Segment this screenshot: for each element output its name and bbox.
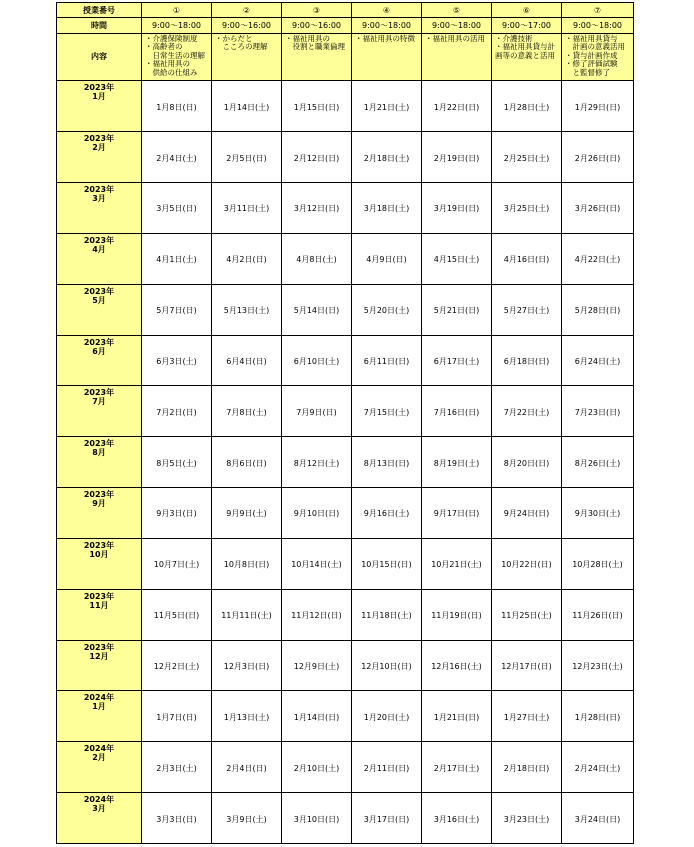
date-cell: 3月17日(日) (352, 793, 422, 844)
table-row (57, 437, 634, 488)
date-cell: 5月13日(土) (212, 284, 282, 335)
year-text: 2023年 (83, 83, 115, 93)
date-cell: 2月19日(日) (422, 132, 492, 183)
date-cell: 5月14日(日) (282, 284, 352, 335)
date-cell: 2月12日(日) (282, 132, 352, 183)
date-cell: 8月6日(日) (212, 437, 282, 488)
month-text: 2月 (92, 143, 106, 153)
table-row (57, 691, 634, 742)
date-cell: 9月30日(土) (562, 488, 634, 539)
date-cell: 2月4日(土) (142, 132, 212, 183)
month-label (57, 81, 142, 132)
month-label (57, 640, 142, 691)
date-cell: 1月14日(土) (212, 81, 282, 132)
date-cell: 12月23日(土) (562, 640, 634, 691)
class-content: ・介護技術 ・福祉用具貸与計 画等の意義と活用 (492, 33, 562, 81)
class-number: ⑤ (422, 3, 492, 18)
date-cell: 10月14日(土) (282, 538, 352, 589)
month-label (57, 386, 142, 437)
date-cell: 3月25日(土) (492, 182, 562, 233)
date-cell: 8月13日(日) (352, 437, 422, 488)
table-row (57, 81, 634, 132)
class-number: ⑥ (492, 3, 562, 18)
date-cell: 3月26日(日) (562, 182, 634, 233)
date-cell: 6月11日(日) (352, 335, 422, 386)
date-cell: 2月5日(日) (212, 132, 282, 183)
date-cell: 12月2日(土) (142, 640, 212, 691)
date-cell: 1月21日(日) (422, 691, 492, 742)
date-cell: 7月16日(日) (422, 386, 492, 437)
date-cell: 11月18日(土) (352, 589, 422, 640)
date-cell: 4月15日(土) (422, 233, 492, 284)
year-text: 2024年 (83, 744, 115, 754)
date-cell: 2月3日(土) (142, 742, 212, 793)
year-text: 2023年 (83, 184, 115, 194)
year-text: 2023年 (83, 540, 115, 550)
date-cell: 7月15日(土) (352, 386, 422, 437)
date-cell: 7月23日(日) (562, 386, 634, 437)
date-cell: 5月28日(日) (562, 284, 634, 335)
month-text: 11月 (89, 600, 109, 610)
month-text: 6月 (92, 346, 106, 356)
date-cell: 1月28日(土) (492, 81, 562, 132)
date-cell: 8月26日(土) (562, 437, 634, 488)
content-label: 内容 (57, 33, 142, 81)
table-row (57, 589, 634, 640)
date-cell: 7月8日(土) (212, 386, 282, 437)
month-label (57, 488, 142, 539)
class-time: 9:00～18:00 (422, 18, 492, 33)
date-cell: 1月20日(土) (352, 691, 422, 742)
year-text: 2023年 (83, 286, 115, 296)
class-content: ・介護保険制度 ・高齢者の 日常生活の理解 ・福祉用具の 供給の仕組み (142, 33, 212, 81)
date-cell: 6月24日(土) (562, 335, 634, 386)
year-text: 2023年 (83, 642, 115, 652)
date-cell: 11月12日(日) (282, 589, 352, 640)
year-text: 2023年 (83, 490, 115, 500)
date-cell: 7月22日(土) (492, 386, 562, 437)
class-content: ・福祉用具の 役割と職業倫理 (282, 33, 352, 81)
date-cell: 9月16日(土) (352, 488, 422, 539)
month-label (57, 437, 142, 488)
date-cell: 4月8日(土) (282, 233, 352, 284)
month-label (57, 233, 142, 284)
month-text: 5月 (92, 295, 106, 305)
date-cell: 10月22日(日) (492, 538, 562, 589)
date-cell: 6月17日(土) (422, 335, 492, 386)
date-cell: 2月26日(日) (562, 132, 634, 183)
month-text: 1月 (92, 92, 106, 102)
date-cell: 11月25日(土) (492, 589, 562, 640)
date-cell: 1月28日(日) (562, 691, 634, 742)
month-text: 3月 (92, 193, 106, 203)
class-number-row (57, 3, 634, 18)
date-cell: 9月3日(日) (142, 488, 212, 539)
class-time: 9:00～16:00 (282, 18, 352, 33)
year-text: 2023年 (83, 235, 115, 245)
table-row (57, 132, 634, 183)
date-cell: 2月18日(日) (492, 742, 562, 793)
date-cell: 12月17日(日) (492, 640, 562, 691)
date-cell: 11月26日(日) (562, 589, 634, 640)
date-cell: 1月8日(日) (142, 81, 212, 132)
date-cell: 4月9日(日) (352, 233, 422, 284)
date-cell: 1月27日(土) (492, 691, 562, 742)
date-cell: 6月10日(土) (282, 335, 352, 386)
date-cell: 2月24日(土) (562, 742, 634, 793)
date-cell: 3月11日(土) (212, 182, 282, 233)
date-cell: 6月3日(土) (142, 335, 212, 386)
month-text: 8月 (92, 448, 106, 458)
date-cell: 7月2日(日) (142, 386, 212, 437)
class-number: ① (142, 3, 212, 18)
table-row (57, 742, 634, 793)
content-row (57, 33, 634, 81)
date-cell: 4月1日(土) (142, 233, 212, 284)
date-cell: 12月9日(土) (282, 640, 352, 691)
month-label (57, 335, 142, 386)
date-cell: 8月12日(土) (282, 437, 352, 488)
year-text: 2023年 (83, 134, 115, 144)
date-cell: 5月21日(日) (422, 284, 492, 335)
time-row (57, 18, 634, 33)
month-label (57, 742, 142, 793)
year-text: 2023年 (83, 388, 115, 398)
month-text: 4月 (92, 244, 106, 254)
table-row (57, 182, 634, 233)
month-text: 3月 (92, 804, 106, 814)
date-cell: 11月19日(日) (422, 589, 492, 640)
class-number: ⑦ (562, 3, 634, 18)
year-text: 2024年 (83, 795, 115, 805)
date-cell: 1月13日(土) (212, 691, 282, 742)
date-cell: 3月9日(土) (212, 793, 282, 844)
class-time: 9:00～18:00 (142, 18, 212, 33)
date-cell: 8月19日(土) (422, 437, 492, 488)
class-time: 9:00～18:00 (352, 18, 422, 33)
date-cell: 11月5日(日) (142, 589, 212, 640)
date-cell: 1月7日(日) (142, 691, 212, 742)
date-cell: 3月19日(日) (422, 182, 492, 233)
date-cell: 9月24日(日) (492, 488, 562, 539)
month-label (57, 691, 142, 742)
date-cell: 3月5日(日) (142, 182, 212, 233)
date-cell: 10月15日(日) (352, 538, 422, 589)
month-text: 2月 (92, 753, 106, 763)
date-cell: 9月9日(土) (212, 488, 282, 539)
class-number-label: 授業番号 (57, 3, 142, 18)
year-text: 2023年 (83, 591, 115, 601)
year-text: 2024年 (83, 693, 115, 703)
date-cell: 3月3日(日) (142, 793, 212, 844)
date-cell: 10月21日(土) (422, 538, 492, 589)
class-content: ・福祉用具貸与 計画の意義活用 ・貸与計画作成 ・修了評価試験 と監督修了 (562, 33, 634, 81)
month-text: 10月 (89, 549, 109, 559)
date-cell: 4月2日(日) (212, 233, 282, 284)
date-cell: 9月17日(日) (422, 488, 492, 539)
table-row (57, 335, 634, 386)
month-text: 1月 (92, 702, 106, 712)
date-cell: 12月16日(土) (422, 640, 492, 691)
table-row (57, 233, 634, 284)
month-label (57, 589, 142, 640)
date-cell: 5月7日(日) (142, 284, 212, 335)
date-cell: 10月28日(土) (562, 538, 634, 589)
date-cell: 2月25日(土) (492, 132, 562, 183)
date-cell: 8月5日(土) (142, 437, 212, 488)
schedule-table (56, 2, 634, 844)
date-cell: 12月10日(日) (352, 640, 422, 691)
date-cell: 10月7日(土) (142, 538, 212, 589)
date-cell: 2月11日(日) (352, 742, 422, 793)
year-text: 2023年 (83, 439, 115, 449)
date-cell: 3月24日(日) (562, 793, 634, 844)
date-cell: 2月18日(土) (352, 132, 422, 183)
class-content: ・からだと こころの理解 (212, 33, 282, 81)
date-cell: 4月22日(土) (562, 233, 634, 284)
date-cell: 3月12日(日) (282, 182, 352, 233)
class-number: ③ (282, 3, 352, 18)
date-cell: 7月9日(日) (282, 386, 352, 437)
date-cell: 1月22日(日) (422, 81, 492, 132)
month-text: 9月 (92, 499, 106, 509)
month-text: 7月 (92, 397, 106, 407)
date-cell: 5月27日(土) (492, 284, 562, 335)
month-label (57, 132, 142, 183)
time-label: 時間 (57, 18, 142, 33)
month-label (57, 284, 142, 335)
table-row (57, 538, 634, 589)
class-time: 9:00～18:00 (562, 18, 634, 33)
date-cell: 2月10日(土) (282, 742, 352, 793)
table-row (57, 640, 634, 691)
date-cell: 6月4日(日) (212, 335, 282, 386)
date-cell: 8月20日(日) (492, 437, 562, 488)
date-cell: 3月18日(土) (352, 182, 422, 233)
date-cell: 1月14日(日) (282, 691, 352, 742)
year-text: 2023年 (83, 337, 115, 347)
date-cell: 1月21日(土) (352, 81, 422, 132)
date-cell: 2月4日(日) (212, 742, 282, 793)
date-cell: 4月16日(日) (492, 233, 562, 284)
date-cell: 1月29日(日) (562, 81, 634, 132)
month-text: 12月 (89, 651, 109, 661)
date-cell: 5月20日(土) (352, 284, 422, 335)
table-row (57, 488, 634, 539)
date-cell: 2月17日(土) (422, 742, 492, 793)
date-cell: 3月23日(土) (492, 793, 562, 844)
date-cell: 12月3日(日) (212, 640, 282, 691)
date-cell: 6月18日(日) (492, 335, 562, 386)
date-cell: 11月11日(土) (212, 589, 282, 640)
date-cell: 10月8日(日) (212, 538, 282, 589)
class-time: 9:00～16:00 (212, 18, 282, 33)
class-number: ④ (352, 3, 422, 18)
month-label (57, 793, 142, 844)
class-time: 9:00～17:00 (492, 18, 562, 33)
class-content: ・福祉用具の活用 (422, 33, 492, 81)
table-row (57, 793, 634, 844)
class-number: ② (212, 3, 282, 18)
table-row (57, 284, 634, 335)
date-cell: 3月10日(日) (282, 793, 352, 844)
date-cell: 3月16日(土) (422, 793, 492, 844)
class-content: ・福祉用具の特徴 (352, 33, 422, 81)
date-cell: 9月10日(日) (282, 488, 352, 539)
date-cell: 1月15日(日) (282, 81, 352, 132)
month-label (57, 182, 142, 233)
table-row (57, 386, 634, 437)
month-label (57, 538, 142, 589)
